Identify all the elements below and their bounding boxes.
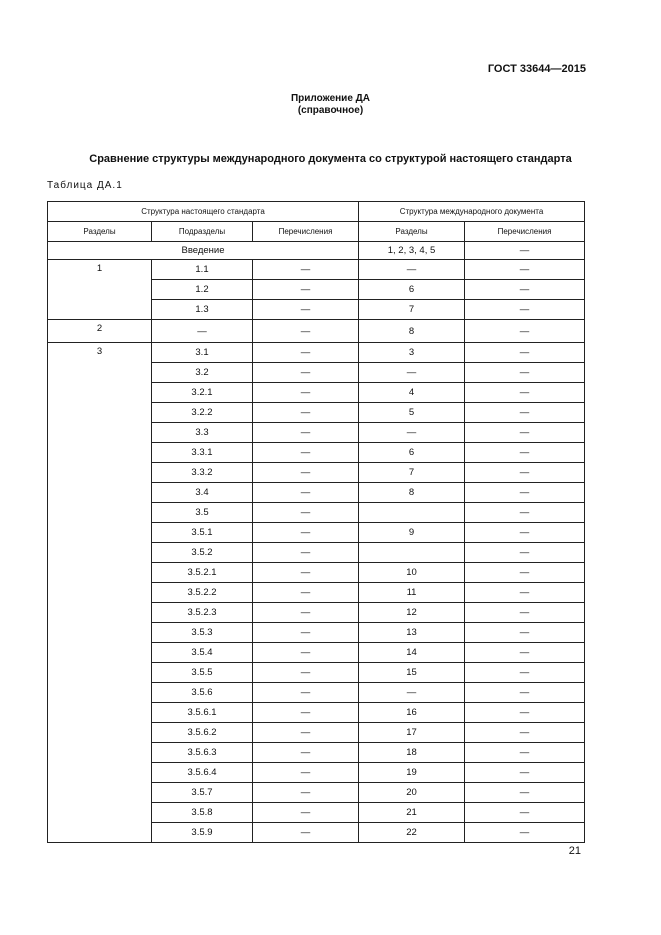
intro-intl-enum: — <box>465 242 585 260</box>
enumeration-cell: — <box>253 280 359 300</box>
intl-enumeration-cell: — <box>465 343 585 363</box>
intl-enumeration-cell: — <box>465 763 585 783</box>
enumeration-cell: — <box>253 483 359 503</box>
subsection-cell: 1.3 <box>152 300 253 320</box>
intl-section-cell: 5 <box>359 403 465 423</box>
intl-enumeration-cell: — <box>465 743 585 763</box>
intl-section-cell: 17 <box>359 723 465 743</box>
enumeration-cell: — <box>253 743 359 763</box>
table-row <box>48 260 585 280</box>
table-caption: Таблица ДА.1 <box>47 180 123 191</box>
intl-enumeration-cell: — <box>465 663 585 683</box>
intl-enumeration-cell: — <box>465 703 585 723</box>
section-cell: 2 <box>48 320 152 343</box>
intl-section-cell: 15 <box>359 663 465 683</box>
subsection-cell: 1.2 <box>152 280 253 300</box>
enumeration-cell: — <box>253 383 359 403</box>
enumeration-cell: — <box>253 723 359 743</box>
intl-enumeration-cell: — <box>465 463 585 483</box>
intl-section-cell: — <box>359 260 465 280</box>
intl-enumeration-cell: — <box>465 603 585 623</box>
intl-enumeration-cell: — <box>465 723 585 743</box>
intro-row <box>48 242 585 260</box>
intl-section-cell: 19 <box>359 763 465 783</box>
page-number: 21 <box>568 845 581 857</box>
subsection-cell: 3.5.6.4 <box>152 763 253 783</box>
table-row <box>48 343 585 363</box>
subsection-cell: 3.5.6 <box>152 683 253 703</box>
subsection-cell: 3.5.8 <box>152 803 253 823</box>
intl-enumeration-cell: — <box>465 523 585 543</box>
enumeration-cell: — <box>253 423 359 443</box>
intl-section-cell: 13 <box>359 623 465 643</box>
subsection-cell: 3.5.1 <box>152 523 253 543</box>
enumeration-cell: — <box>253 783 359 803</box>
intl-enumeration-cell: — <box>465 823 585 843</box>
intl-section-cell: — <box>359 423 465 443</box>
enumeration-cell: — <box>253 603 359 623</box>
enumeration-cell: — <box>253 583 359 603</box>
subsection-cell: 3.4 <box>152 483 253 503</box>
subsection-cell: 3.5.6.1 <box>152 703 253 723</box>
subsection-cell: 3.5.6.3 <box>152 743 253 763</box>
intl-section-cell: 16 <box>359 703 465 723</box>
intl-enumeration-cell: — <box>465 683 585 703</box>
intl-enumeration-cell: — <box>465 383 585 403</box>
intl-section-cell: 7 <box>359 300 465 320</box>
intl-section-cell: 14 <box>359 643 465 663</box>
intl-enumeration-cell: — <box>465 563 585 583</box>
enumeration-cell: — <box>253 543 359 563</box>
column-header-row <box>48 222 585 242</box>
group-header-international: Структура международного документа <box>359 202 585 222</box>
enumeration-cell: — <box>253 663 359 683</box>
subsection-cell: 3.5.9 <box>152 823 253 843</box>
intl-section-cell <box>359 503 465 523</box>
intro-intl-sections: 1, 2, 3, 4, 5 <box>359 242 465 260</box>
enumeration-cell: — <box>253 683 359 703</box>
subsection-cell: 3.5 <box>152 503 253 523</box>
enumeration-cell: — <box>253 823 359 843</box>
column-header: Перечисления <box>253 222 359 242</box>
intl-section-cell: 4 <box>359 383 465 403</box>
section-title: Сравнение структуры международного документа со структурой настоящего стандарта <box>89 153 572 165</box>
intl-section-cell: 8 <box>359 483 465 503</box>
column-header: Разделы <box>48 222 152 242</box>
appendix-title: Приложение ДА <box>290 93 371 104</box>
enumeration-cell: — <box>253 320 359 343</box>
intl-section-cell: 20 <box>359 783 465 803</box>
intl-enumeration-cell: — <box>465 363 585 383</box>
group-header-national: Структура настоящего стандарта <box>48 202 359 222</box>
document-id: ГОСТ 33644—2015 <box>487 63 586 75</box>
subsection-cell: 3.2.2 <box>152 403 253 423</box>
intl-enumeration-cell: — <box>465 483 585 503</box>
enumeration-cell: — <box>253 443 359 463</box>
subsection-cell: 3.3.2 <box>152 463 253 483</box>
section-cell: 1 <box>48 260 152 320</box>
enumeration-cell: — <box>253 763 359 783</box>
appendix-heading <box>0 93 661 117</box>
enumeration-cell: — <box>253 703 359 723</box>
subsection-cell: 3.3.1 <box>152 443 253 463</box>
intl-enumeration-cell: — <box>465 300 585 320</box>
subsection-cell: 3.3 <box>152 423 253 443</box>
subsection-cell: — <box>152 320 253 343</box>
enumeration-cell: — <box>253 623 359 643</box>
appendix-subtitle: (справочное) <box>297 105 364 116</box>
intl-section-cell: 10 <box>359 563 465 583</box>
intl-enumeration-cell: — <box>465 403 585 423</box>
enumeration-cell: — <box>253 363 359 383</box>
enumeration-cell: — <box>253 343 359 363</box>
enumeration-cell: — <box>253 563 359 583</box>
enumeration-cell: — <box>253 803 359 823</box>
subsection-cell: 3.5.3 <box>152 623 253 643</box>
intl-enumeration-cell: — <box>465 423 585 443</box>
intl-section-cell: 22 <box>359 823 465 843</box>
subsection-cell: 3.5.2.1 <box>152 563 253 583</box>
intl-enumeration-cell: — <box>465 260 585 280</box>
subsection-cell: 1.1 <box>152 260 253 280</box>
intl-section-cell: 11 <box>359 583 465 603</box>
column-header: Разделы <box>359 222 465 242</box>
subsection-cell: 3.5.7 <box>152 783 253 803</box>
subsection-cell: 3.5.2.3 <box>152 603 253 623</box>
subsection-cell: 3.5.6.2 <box>152 723 253 743</box>
intl-section-cell: 7 <box>359 463 465 483</box>
subsection-cell: 3.1 <box>152 343 253 363</box>
enumeration-cell: — <box>253 503 359 523</box>
section-cell: 3 <box>48 343 152 843</box>
group-header-row <box>48 202 585 222</box>
intl-enumeration-cell: — <box>465 503 585 523</box>
intl-section-cell <box>359 543 465 563</box>
intl-enumeration-cell: — <box>465 320 585 343</box>
intl-enumeration-cell: — <box>465 583 585 603</box>
subsection-cell: 3.5.2.2 <box>152 583 253 603</box>
subsection-cell: 3.5.2 <box>152 543 253 563</box>
enumeration-cell: — <box>253 403 359 423</box>
intl-enumeration-cell: — <box>465 803 585 823</box>
intl-section-cell: 6 <box>359 443 465 463</box>
intl-enumeration-cell: — <box>465 543 585 563</box>
intl-enumeration-cell: — <box>465 623 585 643</box>
enumeration-cell: — <box>253 463 359 483</box>
table-header <box>48 202 585 242</box>
table-body <box>48 242 585 843</box>
intl-enumeration-cell: — <box>465 783 585 803</box>
enumeration-cell: — <box>253 523 359 543</box>
intl-enumeration-cell: — <box>465 643 585 663</box>
intl-section-cell: 9 <box>359 523 465 543</box>
intl-section-cell: 21 <box>359 803 465 823</box>
comparison-table <box>47 201 585 843</box>
intl-section-cell: 18 <box>359 743 465 763</box>
subsection-cell: 3.2 <box>152 363 253 383</box>
subsection-cell: 3.5.5 <box>152 663 253 683</box>
intl-section-cell: 3 <box>359 343 465 363</box>
enumeration-cell: — <box>253 643 359 663</box>
enumeration-cell: — <box>253 300 359 320</box>
intl-section-cell: — <box>359 363 465 383</box>
subsection-cell: 3.2.1 <box>152 383 253 403</box>
column-header: Подразделы <box>152 222 253 242</box>
table-row <box>48 320 585 343</box>
enumeration-cell: — <box>253 260 359 280</box>
intl-enumeration-cell: — <box>465 443 585 463</box>
intl-section-cell: — <box>359 683 465 703</box>
intl-section-cell: 8 <box>359 320 465 343</box>
intl-section-cell: 6 <box>359 280 465 300</box>
intro-label: Введение <box>48 242 359 260</box>
intl-section-cell: 12 <box>359 603 465 623</box>
column-header: Перечисления <box>465 222 585 242</box>
intl-enumeration-cell: — <box>465 280 585 300</box>
subsection-cell: 3.5.4 <box>152 643 253 663</box>
